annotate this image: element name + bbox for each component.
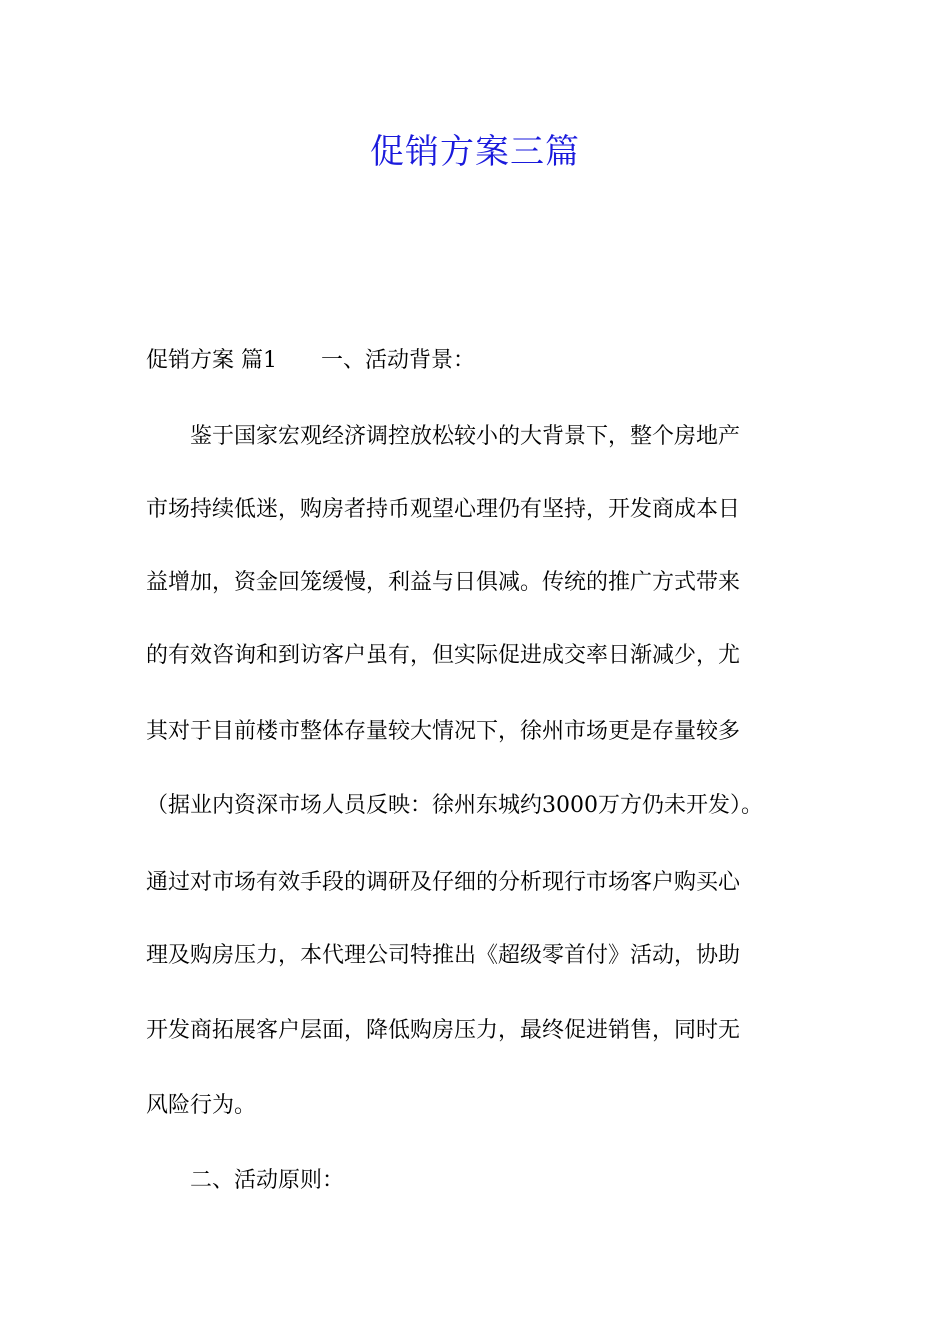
section-heading: 一、活动背景：: [321, 348, 476, 373]
paragraph-line: （据业内资深市场人员反映：徐州东城约3000万方仍未开发）。: [146, 793, 763, 818]
paragraph-line: 开发商拓展客户层面，降低购房压力，最终促进销售，同时无: [146, 1018, 741, 1043]
article-label: 促销方案 篇1: [146, 348, 277, 373]
paragraph-line: 的有效咨询和到访客户虽有，但实际促进成交率日渐减少，尤: [146, 643, 741, 668]
paragraph-line: 风险行为。: [146, 1093, 257, 1118]
paragraph-line: 通过对市场有效手段的调研及仔细的分析现行市场客户购买心: [146, 870, 741, 895]
intro-line: [146, 345, 475, 377]
paragraph-line: 鉴于国家宏观经济调控放松较小的大背景下，整个房地产: [146, 424, 741, 449]
paragraph-line: 理及购房压力，本代理公司特推出《超级零首付》活动，协助: [146, 943, 741, 968]
paragraph-line: 市场持续低迷，购房者持币观望心理仍有坚持，开发商成本日: [146, 497, 741, 522]
paragraph-line: 益增加，资金回笼缓慢，利益与日俱减。传统的推广方式带来: [146, 570, 741, 595]
section-heading: 二、活动原则：: [146, 1168, 345, 1193]
document-title: 促销方案三篇: [370, 132, 580, 172]
paragraph-line: 其对于目前楼市整体存量较大情况下，徐州市场更是存量较多: [146, 719, 741, 744]
